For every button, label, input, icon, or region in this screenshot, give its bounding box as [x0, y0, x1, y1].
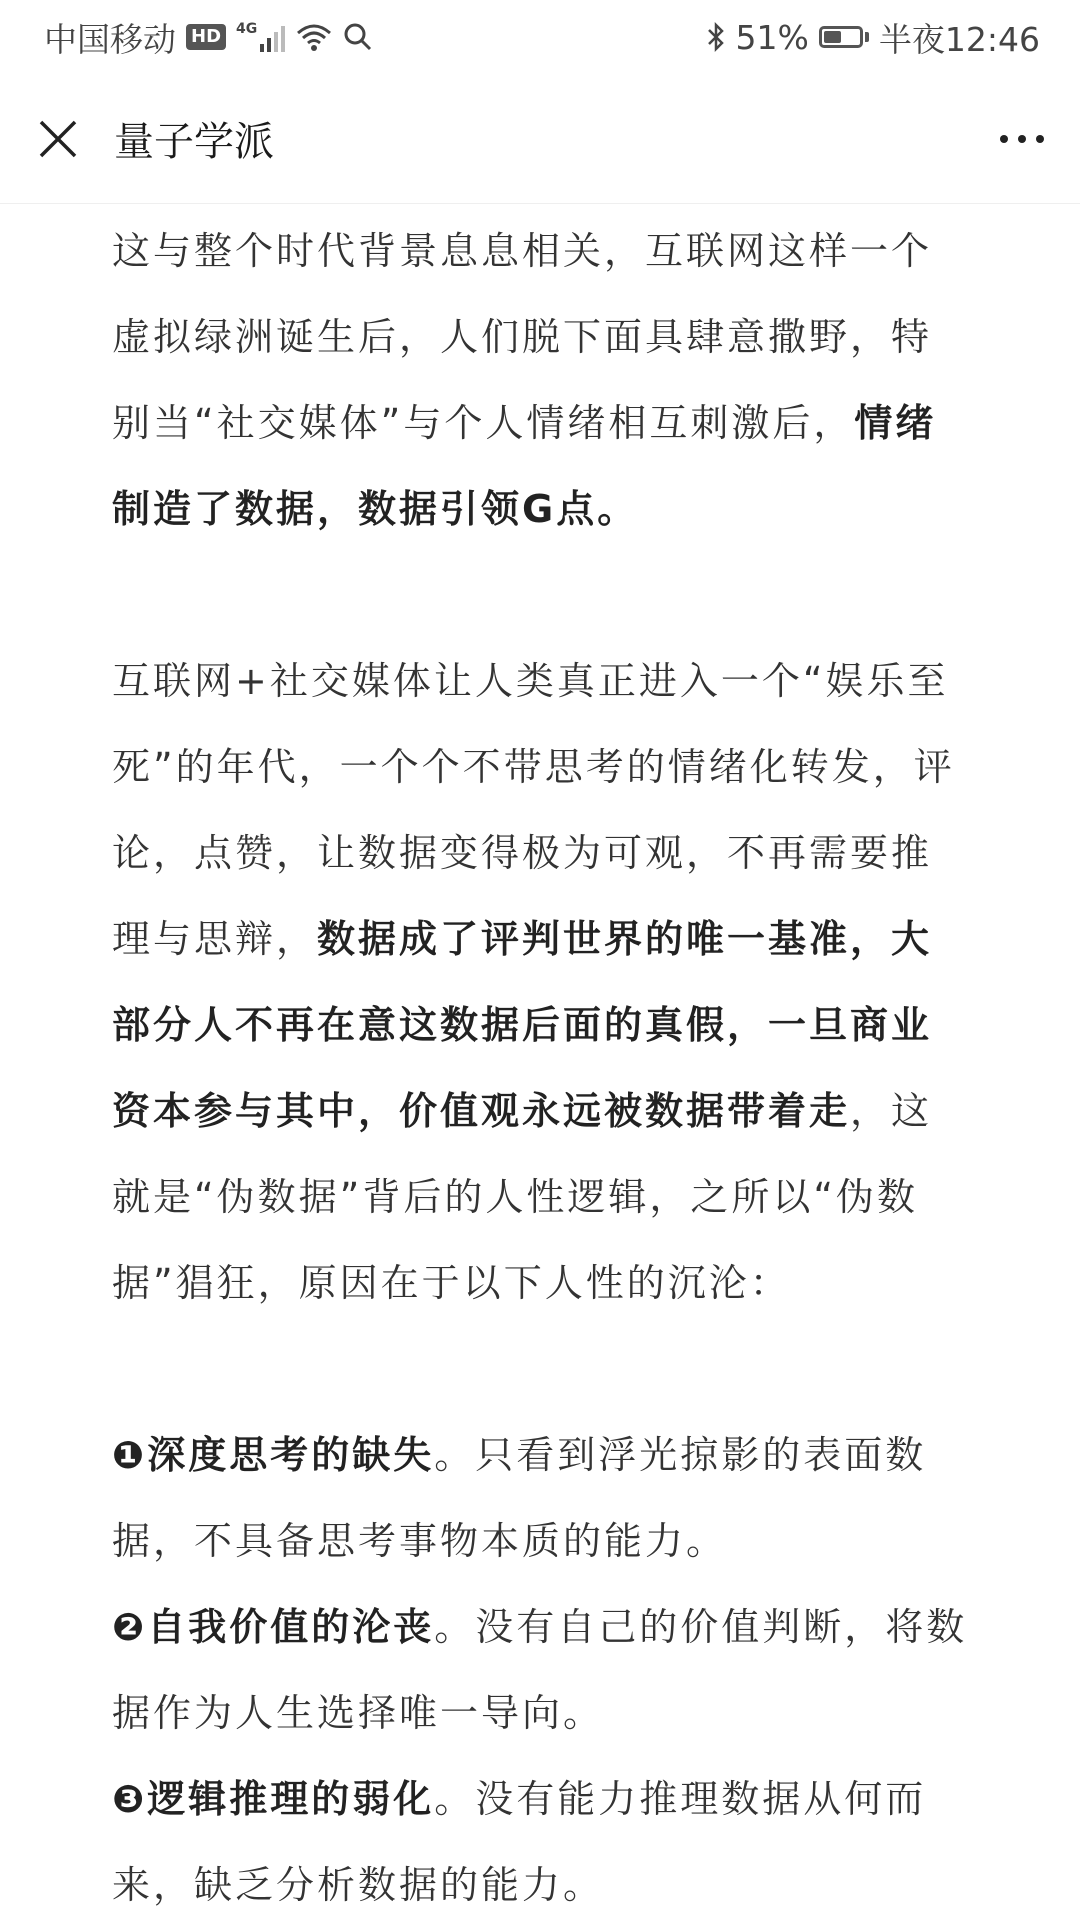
paragraph-1 [112, 208, 968, 552]
wifi-icon [295, 22, 333, 52]
point-1-text: 。只看到浮光掠影的表面数据，不具备思考事物本质的能力。 [112, 1433, 927, 1563]
status-right [706, 14, 1040, 61]
status-bar [0, 0, 1080, 74]
point-2 [112, 1584, 968, 1756]
number-2-icon: ❷ [112, 1605, 148, 1649]
point-2-text: 。没有自己的价值判断，将数据作为人生选择唯一导向。 [112, 1605, 968, 1735]
battery-percent: 51% [735, 17, 809, 57]
hd-badge: HD [186, 24, 226, 50]
battery-icon [819, 26, 869, 48]
bluetooth-icon [706, 21, 726, 53]
more-options-button[interactable] [1000, 125, 1044, 153]
point-1 [112, 1412, 968, 1584]
more-dot [1000, 135, 1008, 143]
article-body [0, 208, 1080, 1928]
number-3-icon: ❸ [112, 1777, 148, 1821]
more-dot [1036, 135, 1044, 143]
paragraph-2 [112, 638, 968, 1326]
paragraph-2-text-start: 互联网+社交媒体让人类真正进入一个“娱乐至死”的年代，一个个不带思考的情绪化转发，评论，点赞，让数据变得极为可观，不再需要推理与思辩， [112, 659, 955, 961]
paragraph-2-emphasis: 数据成了评判世界的唯一基准，大部分人不再在意这数据后面的真假，一旦商业资本参与其中，价值观永远被数据带着走 [112, 917, 933, 1133]
status-left [44, 14, 373, 61]
carrier-label: 中国移动 [44, 19, 176, 59]
point-3-text: 。没有能力推理数据从何而来，缺乏分析数据的能力。 [112, 1777, 927, 1907]
clock: 半夜12:46 [878, 19, 1040, 59]
search-icon [343, 22, 373, 52]
signal-icon [236, 22, 285, 52]
number-1-icon: ❶ [112, 1433, 148, 1477]
point-2-heading: 自我价值的沦丧 [147, 1605, 435, 1649]
network-type-label: 4G [236, 21, 258, 37]
page-title: 量子学派 [114, 119, 274, 165]
paragraph-1-emphasis: 情绪制造了数据，数据引领G点。 [112, 401, 937, 531]
close-button[interactable] [30, 111, 86, 167]
top-navigation-bar [0, 74, 1080, 204]
point-3-heading: 逻辑推理的弱化 [147, 1777, 435, 1821]
more-dot [1018, 135, 1026, 143]
point-3 [112, 1756, 968, 1928]
paragraph-1-text: 这与整个时代背景息息相关，互联网这样一个虚拟绿洲诞生后，人们脱下面具肆意撒野，特别当“社交媒体”与个人情绪相互刺激后， [112, 229, 933, 445]
point-1-heading: 深度思考的缺失 [147, 1433, 435, 1477]
close-icon [37, 118, 79, 160]
paragraph-2-text-end: ，这就是“伪数据”背后的人性逻辑，之所以“伪数据”猖狂，原因在于以下人性的沉沦： [112, 1089, 933, 1305]
